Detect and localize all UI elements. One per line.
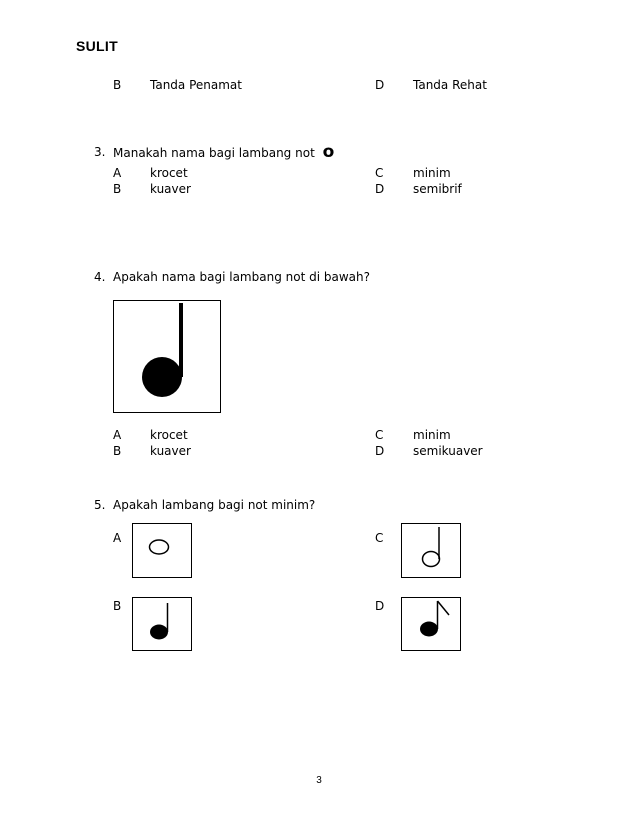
quaver-note-icon [402,598,459,649]
q2-option-letter: D [375,78,385,92]
q3-question-text: Manakah nama bagi lambang not [113,146,315,160]
q3-option-text: semibrif [413,182,462,196]
q3-note-symbol: o [322,142,335,162]
q3-option-letter: C [375,166,384,180]
q3-option-letter: B [113,182,122,196]
q4-question-text: Apakah nama bagi lambang not di bawah? [113,270,370,284]
q4-note-image [113,300,221,413]
q5-option-d-box [401,597,461,651]
q3-option-letter: D [375,182,385,196]
q5-option-a-box [132,523,192,578]
q5-number: 5. [94,498,106,512]
q4-option-text: semikuaver [413,444,483,458]
q4-option-text: kuaver [150,444,191,458]
q5-question-text: Apakah lambang bagi not minim? [113,498,316,512]
q3-option-text: minim [413,166,451,180]
q5-option-letter: C [375,531,384,545]
q5-option-letter: B [113,599,122,613]
q5-option-letter: D [375,599,385,613]
q5-option-c-box [401,523,461,578]
q4-option-text: krocet [150,428,188,442]
q4-option-letter: B [113,444,122,458]
q3-number: 3. [94,145,106,159]
q3-question [113,144,334,161]
crotchet-note-icon [133,598,190,649]
q4-option-letter: C [375,428,384,442]
q4-option-letter: D [375,444,385,458]
q5-option-letter: A [113,531,122,545]
page-number: 3 [316,775,322,786]
q3-option-text: krocet [150,166,188,180]
minim-note-icon [402,524,459,576]
q5-option-b-box [132,597,192,651]
q4-option-letter: A [113,428,122,442]
q2-option-text: Tanda Penamat [150,78,242,92]
semibreve-note-icon [133,524,190,576]
q2-option-letter: B [113,78,122,92]
q3-option-letter: A [113,166,122,180]
q2-option-text: Tanda Rehat [413,78,487,92]
q3-option-text: kuaver [150,182,191,196]
page-header: SULIT [76,38,118,54]
crotchet-note-icon [114,301,219,411]
q4-number: 4. [94,270,106,284]
q4-option-text: minim [413,428,451,442]
